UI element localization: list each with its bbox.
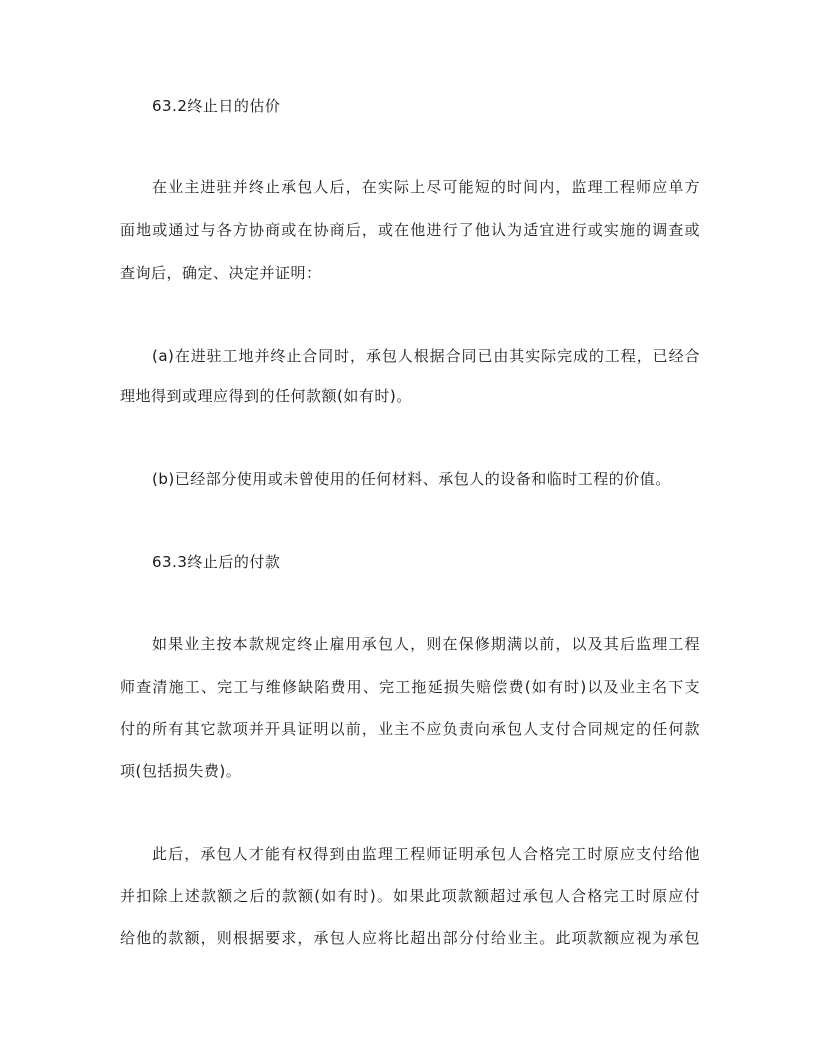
paragraph-line: 并扣除上述款额之后的款额(如有时)。如果此项款额超过承包人合格完工时原应付 (120, 887, 700, 905)
paragraph-line: (a)在进驻工地并终止合同时，承包人根据合同已由其实际完成的工程，已经合 (152, 347, 700, 365)
section-heading-63-3: 63.3终止后的付款 (152, 553, 281, 571)
paragraph-line: 师查清施工、完工与维修缺陷费用、完工拖延损失赔偿费(如有时)以及业主名下支 (120, 678, 700, 696)
paragraph-line: 查询后，确定、决定并证明： (120, 264, 322, 282)
paragraph-line: 面地或通过与各方协商或在协商后，或在他进行了他认为适宜进行或实施的调查或 (120, 221, 700, 239)
paragraph-line: 给他的款额，则根据要求，承包人应将比超出部分付给业主。此项款额应视为承包 (120, 929, 700, 947)
paragraph-line: (b)已经部分使用或未曾使用的任何材料、承包人的设备和临时工程的价值。 (152, 470, 671, 488)
paragraph-line: 如果业主按本款规定终止雇用承包人，则在保修期满以前，以及其后监理工程 (152, 635, 700, 653)
paragraph-line: 此后，承包人才能有权得到由监理工程师证明承包人合格完工时原应支付给他 (152, 845, 700, 863)
paragraph-line: 项(包括损失费)。 (120, 762, 242, 780)
paragraph-line: 在业主进驻并终止承包人后，在实际上尽可能短的时间内，监理工程师应单方 (152, 178, 700, 196)
paragraph-line: 付的所有其它款项并开具证明以前，业主不应负责向承包人支付合同规定的任何款 (120, 720, 700, 738)
paragraph-line: 理地得到或理应得到的任何款额(如有时)。 (120, 387, 412, 405)
section-heading-63-2: 63.2终止日的估价 (152, 97, 281, 115)
